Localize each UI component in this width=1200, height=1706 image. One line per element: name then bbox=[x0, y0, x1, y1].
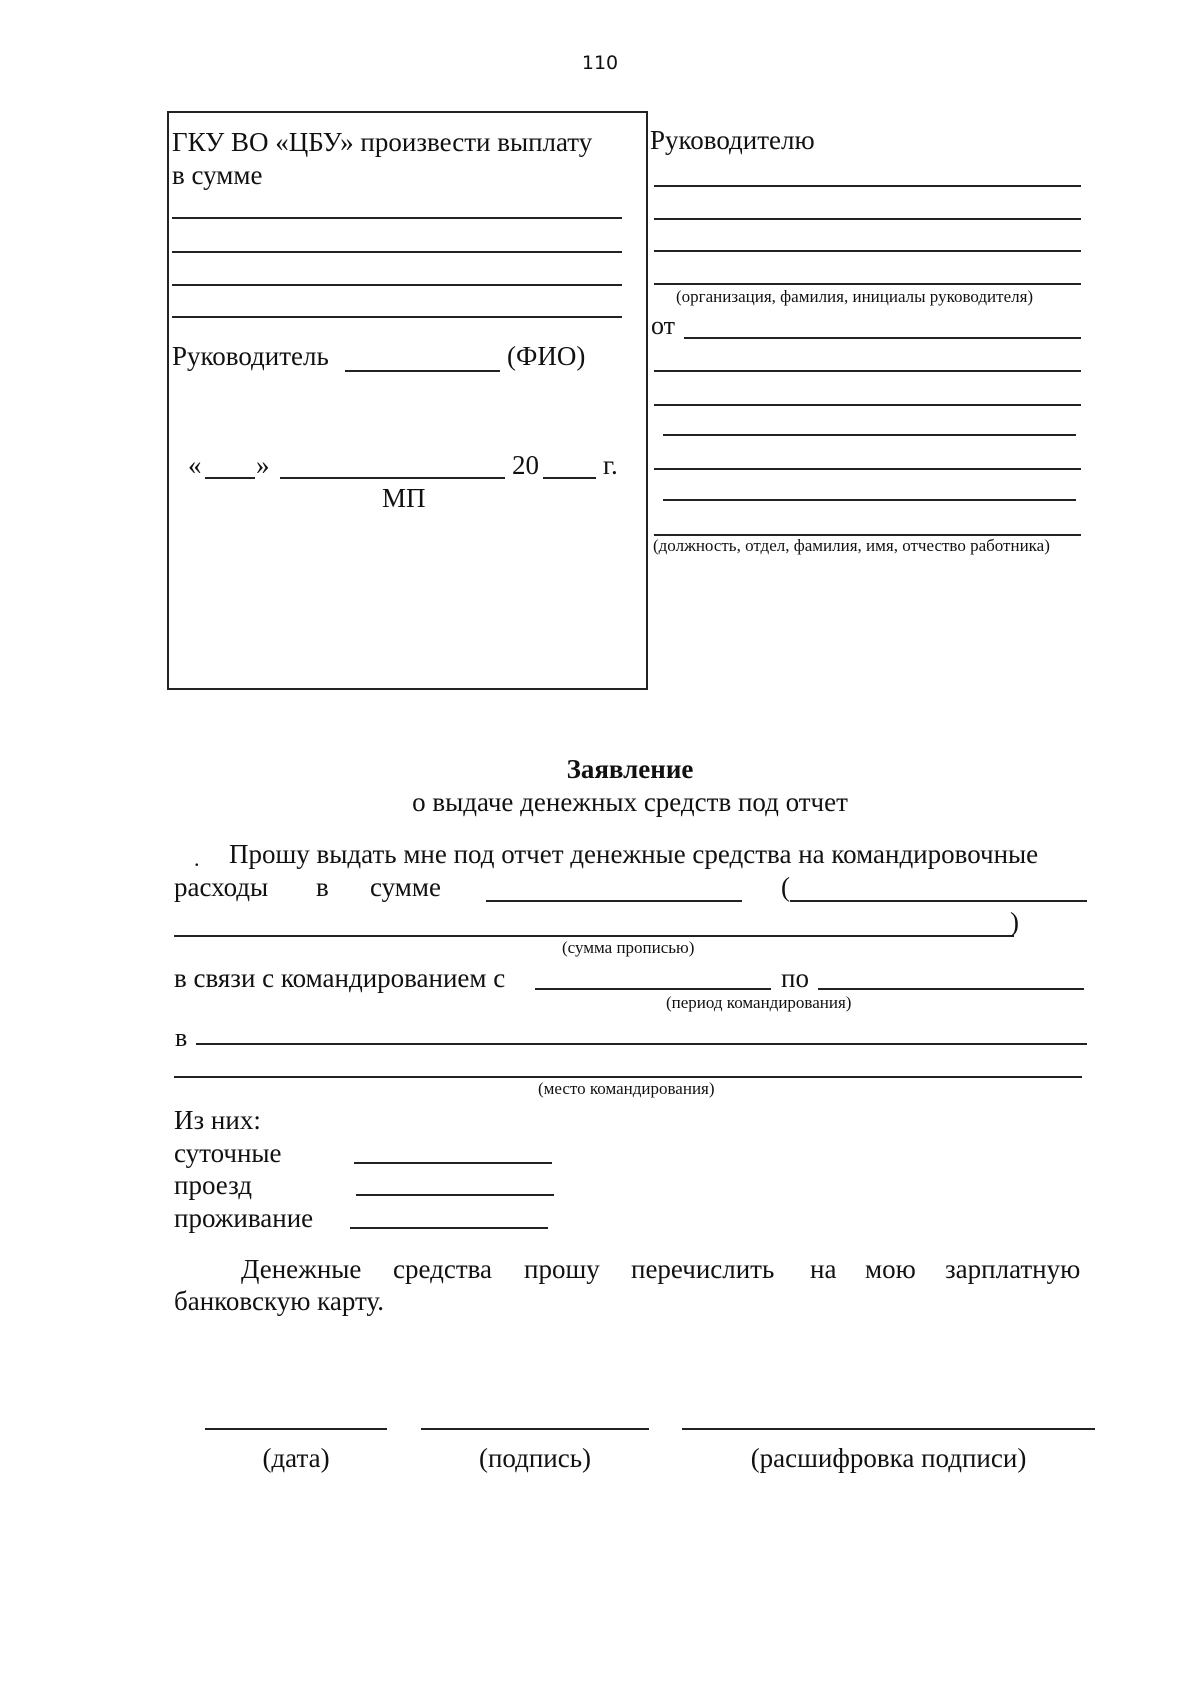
resolution-sum-line-2[interactable] bbox=[172, 251, 622, 253]
sum-words-line-2[interactable] bbox=[174, 935, 1014, 937]
addressee-label: Руководителю bbox=[650, 125, 815, 155]
trip-end-line[interactable] bbox=[818, 988, 1084, 990]
date-quote-close: » bbox=[256, 450, 270, 480]
paren-close: ) bbox=[1010, 907, 1019, 937]
word-sum: сумме bbox=[370, 872, 441, 902]
transfer-line-2: банковскую карту. bbox=[174, 1286, 384, 1316]
manager-label: Руководитель bbox=[172, 341, 329, 371]
employee-caption: (должность, отдел, фамилия, имя, отчество работника) bbox=[653, 536, 1050, 555]
transfer-word-6: мою bbox=[865, 1254, 916, 1284]
fio-label: (ФИО) bbox=[507, 341, 586, 371]
date-quote-open: « bbox=[188, 450, 202, 480]
addressee-line-2[interactable] bbox=[654, 218, 1081, 220]
resolution-box bbox=[167, 111, 648, 690]
sum-words-caption: (сумма прописью) bbox=[562, 938, 695, 957]
word-in: в bbox=[316, 872, 329, 902]
item-per-diem: суточные bbox=[174, 1138, 282, 1168]
sum-words-line-1[interactable] bbox=[790, 900, 1087, 902]
year-suffix: г. bbox=[603, 450, 618, 480]
page-number: 110 bbox=[581, 52, 619, 74]
stamp-label: МП bbox=[382, 483, 426, 513]
item-lodging: проживание bbox=[174, 1203, 314, 1233]
from-line-3[interactable] bbox=[654, 404, 1081, 406]
period-caption: (период командирования) bbox=[666, 993, 852, 1012]
addressee-line-1[interactable] bbox=[654, 185, 1081, 187]
paragraph-bullet: . bbox=[194, 846, 200, 871]
trip-to-label: по bbox=[781, 963, 809, 993]
place-line-2[interactable] bbox=[174, 1076, 1082, 1078]
transfer-word-4: перечислить bbox=[631, 1254, 775, 1284]
transfer-word-2: средства bbox=[393, 1254, 493, 1284]
from-line-6[interactable] bbox=[663, 499, 1076, 501]
signature-caption: (подпись) bbox=[478, 1443, 592, 1473]
signature-line[interactable] bbox=[421, 1428, 649, 1430]
transfer-word-5: на bbox=[810, 1254, 837, 1284]
document-title: Заявление bbox=[566, 754, 694, 784]
transfer-word-1: Денежные bbox=[241, 1254, 362, 1284]
transfer-word-7: зарплатную bbox=[945, 1254, 1081, 1284]
from-line-1[interactable] bbox=[684, 337, 1081, 339]
request-line-1: Прошу выдать мне под отчет денежные средства на командировочные bbox=[229, 839, 1039, 869]
document-subtitle: о выдаче денежных средств под отчет bbox=[412, 787, 848, 817]
resolution-day-line[interactable] bbox=[205, 477, 255, 479]
item-travel: проезд bbox=[174, 1170, 253, 1200]
signature-decode-line[interactable] bbox=[682, 1428, 1095, 1430]
trip-start-line[interactable] bbox=[535, 988, 771, 990]
resolution-text-line2: в сумме bbox=[172, 160, 263, 190]
of-them-label: Из них: bbox=[174, 1105, 261, 1135]
from-label: от bbox=[651, 311, 676, 340]
sum-digits-line[interactable] bbox=[486, 900, 742, 902]
place-prefix: в bbox=[175, 1023, 188, 1052]
date-signature-line[interactable] bbox=[205, 1428, 387, 1430]
addressee-line-4[interactable] bbox=[654, 283, 1081, 285]
resolution-sum-line-3[interactable] bbox=[172, 284, 622, 286]
from-line-4[interactable] bbox=[663, 434, 1076, 436]
decode-caption: (расшифровка подписи) bbox=[750, 1443, 1027, 1473]
transfer-word-3: прошу bbox=[524, 1254, 600, 1284]
from-line-2[interactable] bbox=[654, 370, 1081, 372]
manager-signature-line[interactable] bbox=[345, 370, 500, 372]
resolution-sum-line-1[interactable] bbox=[172, 217, 622, 219]
from-line-5[interactable] bbox=[654, 468, 1081, 470]
word-expenses: расходы bbox=[174, 872, 269, 902]
resolution-sum-line-4[interactable] bbox=[172, 316, 622, 318]
paren-open: ( bbox=[781, 872, 790, 902]
addressee-line-3[interactable] bbox=[654, 250, 1081, 252]
resolution-text-line1: ГКУ ВО «ЦБУ» произвести выплату bbox=[172, 127, 593, 157]
travel-line[interactable] bbox=[356, 1194, 554, 1196]
year-prefix: 20 bbox=[512, 450, 539, 480]
lodging-line[interactable] bbox=[350, 1227, 548, 1229]
per-diem-line[interactable] bbox=[354, 1162, 552, 1164]
trip-from-label: в связи с командированием с bbox=[174, 963, 506, 993]
addressee-org-caption: (организация, фамилия, инициалы руководителя) bbox=[676, 287, 1034, 306]
place-line-1[interactable] bbox=[196, 1043, 1087, 1045]
resolution-month-line[interactable] bbox=[280, 477, 505, 479]
place-caption: (место командирования) bbox=[538, 1079, 715, 1098]
date-caption: (дата) bbox=[262, 1443, 330, 1473]
resolution-year-line[interactable] bbox=[543, 477, 596, 479]
